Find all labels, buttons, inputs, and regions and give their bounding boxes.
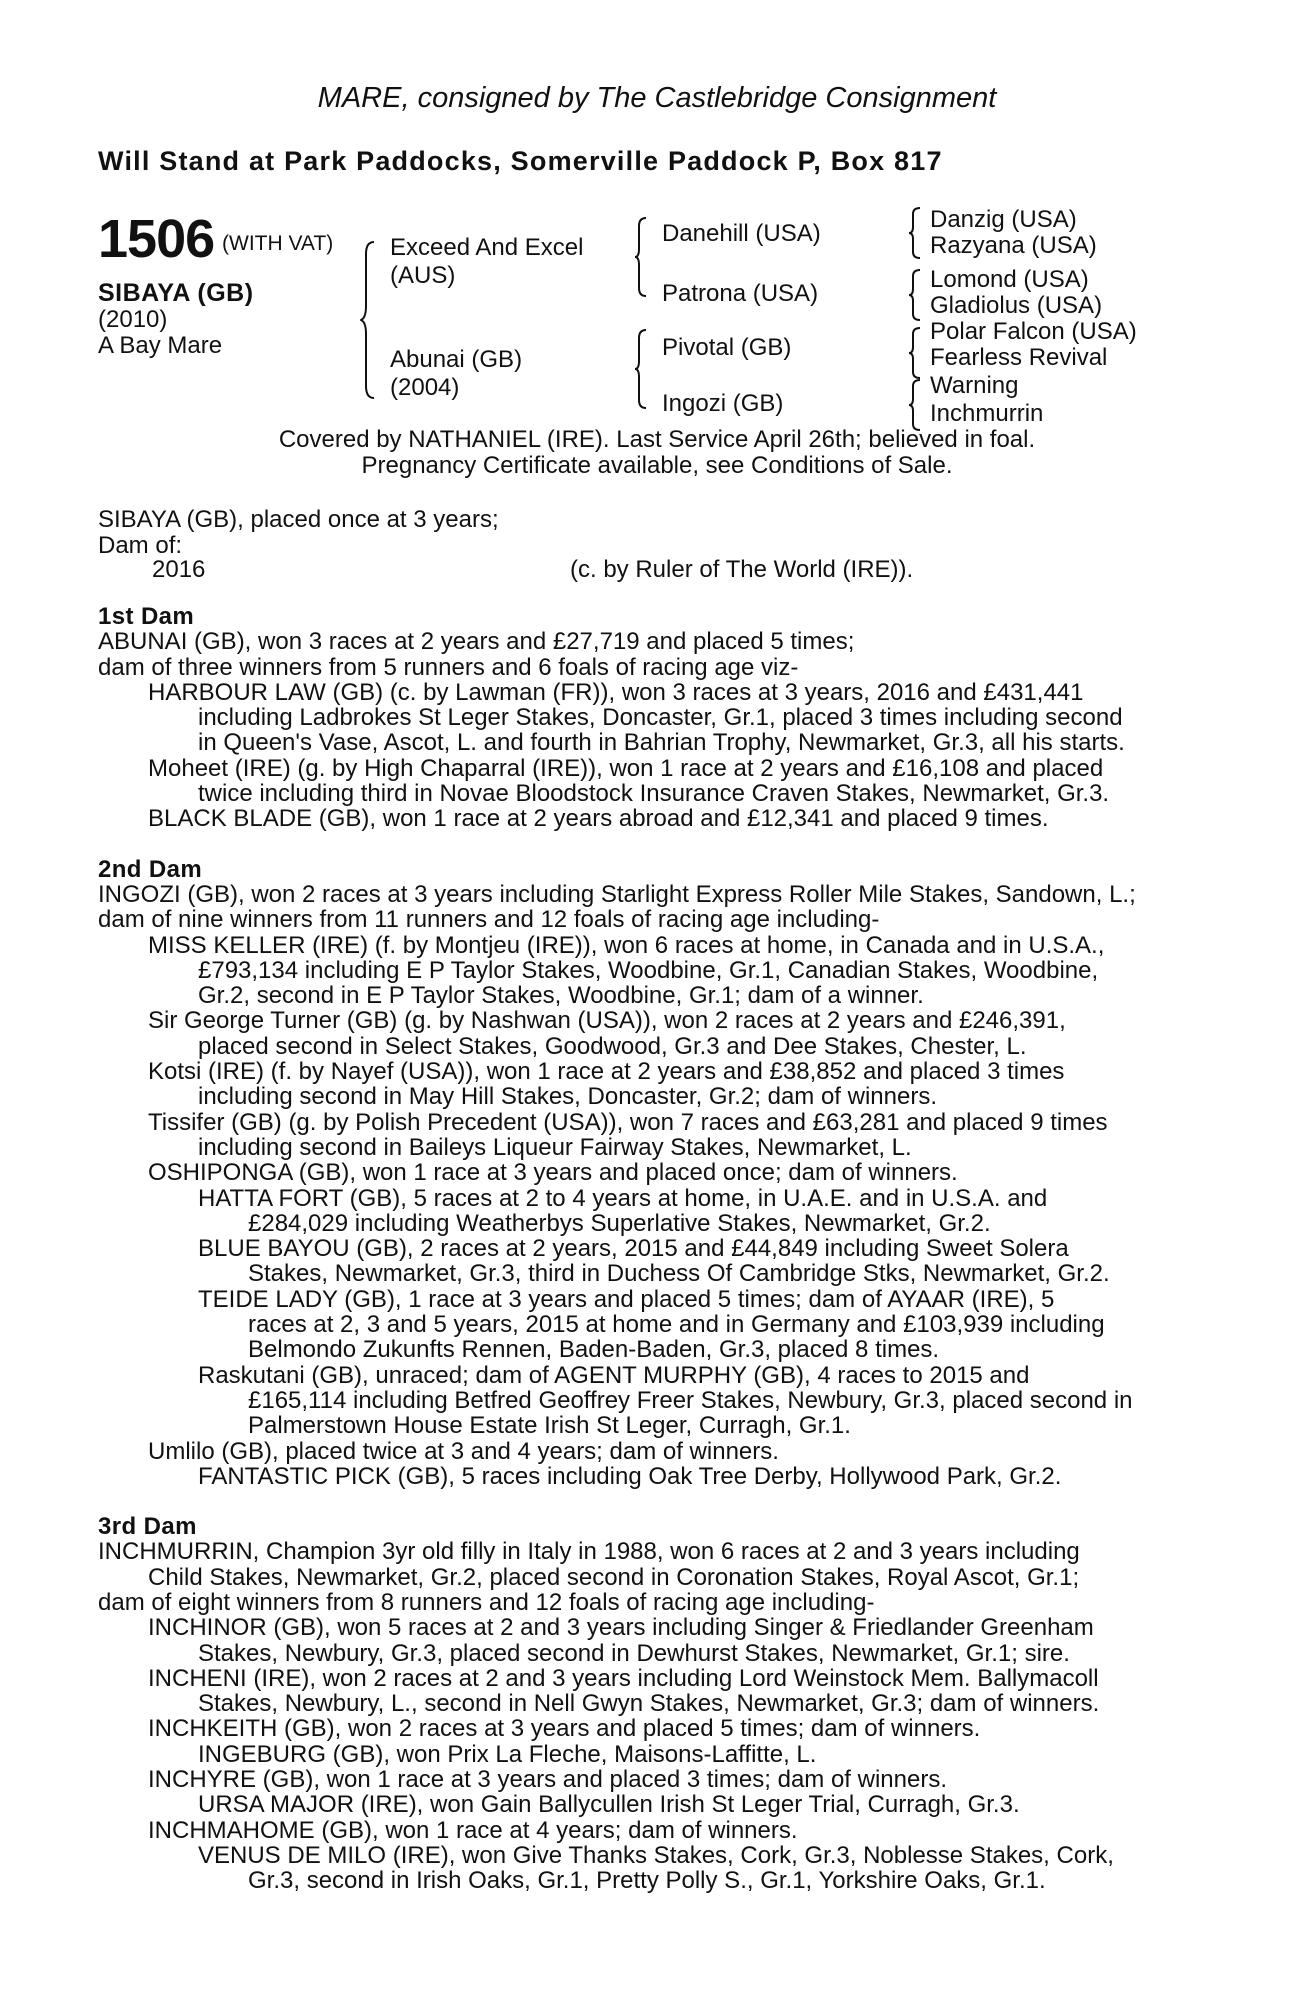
horse-name: SIBAYA (GB) <box>98 279 254 307</box>
family-line: INCHMAHOME (GB), won 1 race at 4 years; dam of winners. <box>148 1816 798 1844</box>
dam-name: Abunai (GB) <box>390 346 523 373</box>
family-line: Kotsi (IRE) (f. by Nayef (USA)), won 1 race at 2 years and £38,852 and placed 3 times <box>148 1058 1065 1086</box>
family-line: Moheet (IRE) (g. by High Chaparral (IRE)), won 1 race at 2 years and £16,108 and placed <box>148 754 1104 782</box>
family-line: Tissifer (GB) (g. by Polish Precedent (USA)), won 7 races and £63,281 and placed 9 times <box>148 1108 1108 1136</box>
gg-dds: Warning <box>930 372 1019 399</box>
dam-year: (2004) <box>390 374 460 401</box>
family-line: ABUNAI (GB), won 3 races at 2 years and £27,719 and placed 5 times; <box>98 628 855 656</box>
pedigree-brace-sd <box>908 268 924 322</box>
dam-dam: Ingozi (GB) <box>662 390 784 417</box>
family-line: INCHKEITH (GB), won 2 races at 3 years and placed 5 times; dam of winners. <box>148 1715 981 1743</box>
dam-heading: 1st Dam <box>98 603 195 630</box>
family-line: Gr.3, second in Irish Oaks, Gr.1, Pretty Polly S., Gr.1, Yorkshire Oaks, Gr.1. <box>248 1867 1046 1895</box>
family-line: dam of eight winners from 8 runners and 12 foals of racing age including- <box>98 1588 875 1616</box>
horse-description: A Bay Mare <box>98 332 223 359</box>
gg-sss: Danzig (USA) <box>930 206 1077 233</box>
family-line: TEIDE LADY (GB), 1 race at 3 years and placed 5 times; dam of AYAAR (IRE), 5 <box>198 1285 1055 1313</box>
sire-sire: Danehill (USA) <box>662 220 821 247</box>
gg-dsd: Fearless Revival <box>930 344 1108 371</box>
family-line: Raskutani (GB), unraced; dam of AGENT MURPHY (GB), 4 races to 2015 and <box>198 1361 1030 1389</box>
spacer <box>98 1489 1218 1514</box>
family-line: Child Stakes, Newmarket, Gr.2, placed second in Coronation Stakes, Royal Ascot, Gr.1; <box>148 1563 1080 1591</box>
family-section <box>98 604 1218 1894</box>
pedigree-brace-dam <box>634 328 650 410</box>
pregnancy-line: Pregnancy Certificate available, see Conditions of Sale. <box>361 452 953 479</box>
family-line: in Queen's Vase, Ascot, L. and fourth in Bahrian Trophy, Newmarket, Gr.3, all his starts. <box>198 729 1125 757</box>
pedigree-brace-ds <box>908 326 924 380</box>
family-line: placed second in Select Stakes, Goodwood, Gr.3 and Dee Stakes, Chester, L. <box>198 1032 1027 1060</box>
family-line: Stakes, Newbury, Gr.3, placed second in Dewhurst Stakes, Newmarket, Gr.1; sire. <box>198 1639 1070 1667</box>
family-line: VENUS DE MILO (IRE), won Give Thanks Stakes, Cork, Gr.3, Noblesse Stakes, Cork, <box>198 1841 1114 1869</box>
vat-note: (WITH VAT) <box>222 232 334 255</box>
family-line: BLACK BLADE (GB), won 1 race at 2 years abroad and £12,341 and placed 9 times. <box>148 805 1049 833</box>
gg-sdd: Gladiolus (USA) <box>930 292 1103 319</box>
family-line: INCHINOR (GB), won 5 races at 2 and 3 years including Singer & Friedlander Greenham <box>148 1614 1094 1642</box>
gg-ddd: Inchmurrin <box>930 400 1044 427</box>
family-line: including second in May Hill Stakes, Doncaster, Gr.2; dam of winners. <box>198 1083 938 1111</box>
family-line: INGEBURG (GB), won Prix La Fleche, Maisons-Laffitte, L. <box>198 1740 817 1768</box>
family-line: races at 2, 3 and 5 years, 2015 at home and in Germany and £103,939 including <box>248 1311 1105 1339</box>
pedigree-brace-gen1 <box>360 240 380 400</box>
stand-location: Will Stand at Park Paddocks, Somerville Paddock P, Box 817 <box>98 146 943 176</box>
family-line: FANTASTIC PICK (GB), 5 races including Oak Tree Derby, Hollywood Park, Gr.2. <box>198 1462 1062 1490</box>
family-line: INGOZI (GB), won 2 races at 3 years including Starlight Express Roller Mile Stakes, Sandown, L.; <box>98 880 1136 908</box>
sire-dam: Patrona (USA) <box>662 280 819 307</box>
family-line: including second in Baileys Liqueur Fairway Stakes, Newmarket, L. <box>198 1133 912 1161</box>
gg-ssd: Razyana (USA) <box>930 232 1097 259</box>
family-line: URSA MAJOR (IRE), won Gain Ballycullen Irish St Leger Trial, Curragh, Gr.3. <box>198 1791 1020 1819</box>
family-line: Sir George Turner (GB) (g. by Nashwan (USA)), won 2 races at 2 years and £246,391, <box>148 1007 1066 1035</box>
covered-line: Covered by NATHANIEL (IRE). Last Service April 26th; believed in foal. <box>278 426 1036 453</box>
lot-number: 1506 <box>98 209 215 269</box>
family-line: HARBOUR LAW (GB) (c. by Lawman (FR)), won 3 races at 3 years, 2016 and £431,441 <box>148 678 1084 706</box>
family-line: £793,134 including E P Taylor Stakes, Woodbine, Gr.1, Canadian Stakes, Woodbine, <box>198 956 1099 984</box>
family-line: OSHIPONGA (GB), won 1 race at 3 years and placed once; dam of winners. <box>148 1159 958 1187</box>
family-line: Palmerstown House Estate Irish St Leger, Curragh, Gr.1. <box>248 1412 851 1440</box>
family-line: £284,029 including Weatherbys Superlative Stakes, Newmarket, Gr.2. <box>248 1209 991 1237</box>
sire-country: (AUS) <box>390 262 456 289</box>
family-line: twice including third in Novae Bloodstock Insurance Craven Stakes, Newmarket, Gr.3. <box>198 780 1110 808</box>
produce-intro: SIBAYA (GB), placed once at 3 years; <box>98 506 499 533</box>
dam-of-label: Dam of: <box>98 532 183 559</box>
family-line: INCHMURRIN, Champion 3yr old filly in Italy in 1988, won 6 races at 2 and 3 years including <box>98 1538 1080 1566</box>
family-line: dam of nine winners from 11 runners and 12 foals of racing age including- <box>98 906 880 934</box>
dam-sire: Pivotal (GB) <box>662 334 792 361</box>
family-line: Stakes, Newmarket, Gr.3, third in Duchess Of Cambridge Stks, Newmarket, Gr.2. <box>248 1260 1110 1288</box>
dam-heading: 3rd Dam <box>98 1513 197 1541</box>
horse-year: (2010) <box>98 306 168 333</box>
produce-foal: (c. by Ruler of The World (IRE)). <box>570 556 914 583</box>
pedigree-brace-dd <box>908 378 924 432</box>
family-line: BLUE BAYOU (GB), 2 races at 2 years, 2015 and £44,849 including Sweet Solera <box>198 1235 1069 1263</box>
produce-year: 2016 <box>152 556 206 583</box>
family-line: Gr.2, second in E P Taylor Stakes, Woodbine, Gr.1; dam of a winner. <box>198 982 924 1010</box>
family-line: INCHYRE (GB), won 1 race at 3 years and placed 3 times; dam of winners. <box>148 1766 947 1794</box>
family-line: MISS KELLER (IRE) (f. by Montjeu (IRE)), won 6 races at home, in Canada and in U.S.A., <box>148 931 1105 959</box>
family-line: HATTA FORT (GB), 5 races at 2 to 4 years at home, in U.A.E. and in U.S.A. and <box>198 1184 1048 1212</box>
gg-sds: Lomond (USA) <box>930 266 1089 293</box>
spacer <box>98 832 1218 857</box>
consignment-title: MARE, consigned by The Castlebridge Consignment <box>317 82 997 114</box>
family-line: Umlilo (GB), placed twice at 3 and 4 years; dam of winners. <box>148 1437 779 1465</box>
pedigree-brace-sire <box>634 216 650 298</box>
family-line: Stakes, Newbury, L., second in Nell Gwyn Stakes, Newmarket, Gr.3; dam of winners. <box>198 1690 1100 1718</box>
gg-dss: Polar Falcon (USA) <box>930 318 1137 345</box>
pedigree-brace-ss <box>908 206 924 260</box>
sire-name: Exceed And Excel <box>390 234 584 261</box>
family-line: INCHENI (IRE), won 2 races at 2 and 3 years including Lord Weinstock Mem. Ballymacoll <box>148 1664 1099 1692</box>
dam-heading: 2nd Dam <box>98 855 203 883</box>
family-line: dam of three winners from 5 runners and 6 foals of racing age viz- <box>98 653 799 681</box>
family-line: Belmondo Zukunfts Rennen, Baden-Baden, Gr.3, placed 8 times. <box>248 1336 940 1364</box>
family-line: £165,114 including Betfred Geoffrey Freer Stakes, Newbury, Gr.3, placed second in <box>248 1386 1133 1414</box>
family-line: including Ladbrokes St Leger Stakes, Doncaster, Gr.1, placed 3 times including second <box>198 704 1123 732</box>
